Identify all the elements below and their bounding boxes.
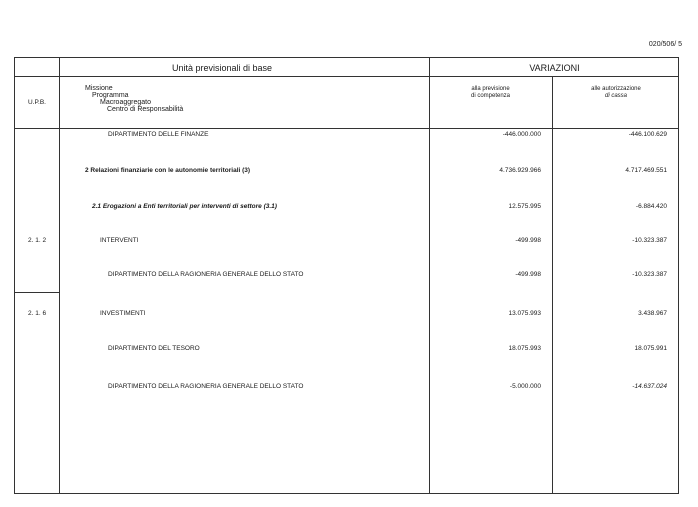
category-macroaggregato: Macroaggregato <box>100 99 151 106</box>
upb-group-divider <box>15 292 59 293</box>
category-missione: Missione <box>85 85 113 92</box>
row-3-description: INTERVENTI <box>100 237 139 244</box>
page-reference: 020/506/ 5 <box>648 41 682 48</box>
competenza-header-line1: alla previsione <box>471 86 510 92</box>
row-7-description: DIPARTIMENTO DELLA RAGIONERIA GENERALE DELLO STATO <box>108 383 304 390</box>
row-3-competenza: -499.998 <box>515 237 541 244</box>
budget-table <box>14 57 679 494</box>
row-4-cassa: -10.323.387 <box>632 271 667 278</box>
header-divider-bottom <box>15 128 678 129</box>
variazioni-column-divider <box>552 76 553 493</box>
cassa-header <box>552 86 680 100</box>
row-6-competenza: 18.075.993 <box>508 345 541 352</box>
row-4-competenza: -499.998 <box>515 271 541 278</box>
row-0-cassa: -446.100.629 <box>628 131 667 138</box>
row-2-description: 2.1 Erogazioni a Enti territoriali per interventi di settore (3.1) <box>92 203 277 210</box>
unita-previsionali-title: Unità previsionali di base <box>171 63 273 73</box>
row-5-cassa: 3.438.967 <box>638 310 667 317</box>
row-5-description: INVESTIMENTI <box>100 310 146 317</box>
category-centro-responsabilita: Centro di Responsabilità <box>107 106 184 113</box>
cassa-header-line1: alle autorizzazione <box>591 86 641 92</box>
competenza-header <box>429 86 552 100</box>
row-0-description: DIPARTIMENTO DELLE FINANZE <box>108 131 209 138</box>
competenza-header-line2: di competenza <box>470 93 511 99</box>
row-1-description: 2 Relazioni finanziarie con le autonomie territoriali (3) <box>85 167 251 174</box>
row-1-cassa: 4.717.469.551 <box>625 167 667 174</box>
upb-column-divider <box>59 58 60 493</box>
header-divider-top <box>15 76 678 77</box>
row-7-competenza: -5.000.000 <box>509 383 541 390</box>
row-0-competenza: -446.000.000 <box>502 131 541 138</box>
row-5-upb: 2. 1. 6 <box>28 310 47 317</box>
cassa-header-line2: di cassa <box>604 93 627 99</box>
upb-header: U.P.B. <box>28 99 46 106</box>
row-6-cassa: 18.075.991 <box>634 345 667 352</box>
row-3-cassa: -10.323.387 <box>632 237 667 244</box>
description-column-divider <box>429 58 430 493</box>
row-4-description: DIPARTIMENTO DELLA RAGIONERIA GENERALE DELLO STATO <box>108 271 304 278</box>
row-1-competenza: 4.736.929.966 <box>499 167 541 174</box>
row-5-competenza: 13.075.993 <box>508 310 541 317</box>
category-programma: Programma <box>92 92 129 99</box>
row-2-cassa: -6.884.420 <box>635 203 667 210</box>
variazioni-title: VARIAZIONI <box>529 63 580 73</box>
row-3-upb: 2. 1. 2 <box>28 237 47 244</box>
row-2-competenza: 12.575.995 <box>508 203 541 210</box>
row-6-description: DIPARTIMENTO DEL TESORO <box>108 345 200 352</box>
row-7-cassa: -14.637.024 <box>632 383 667 390</box>
